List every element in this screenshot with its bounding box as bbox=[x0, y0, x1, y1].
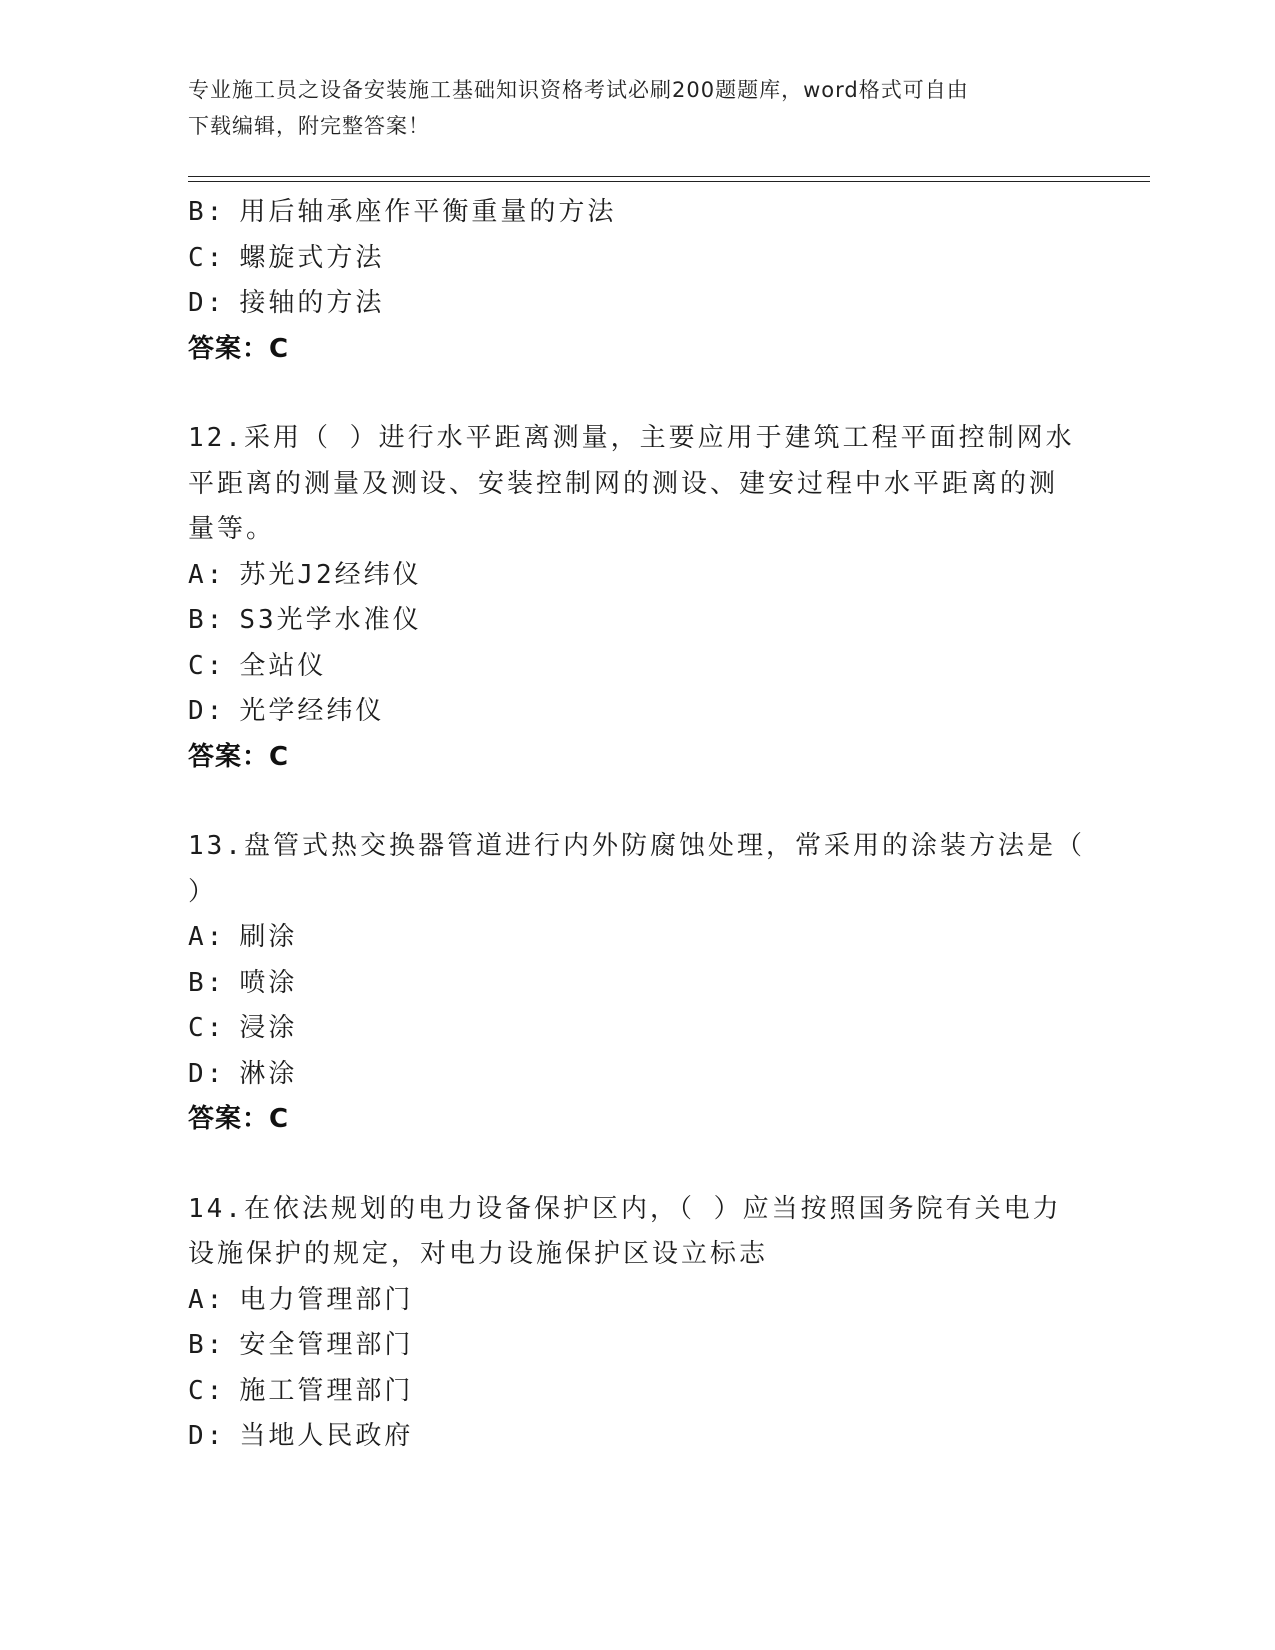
question-stem-line: 14.在依法规划的电力设备保护区内，（ ）应当按照国务院有关电力 bbox=[188, 1193, 1062, 1224]
question-11 bbox=[188, 190, 1068, 372]
option-b: B: 用后轴承座作平衡重量的方法 bbox=[188, 197, 617, 227]
question-stem-line: 平距离的测量及测设、安装控制网的测设、建安过程中水平距离的测 bbox=[188, 468, 1059, 499]
question-14 bbox=[188, 1187, 1068, 1460]
question-stem-line: 12.采用（ ）进行水平距离测量，主要应用于建筑工程平面控制网水 bbox=[188, 423, 1075, 453]
option-a: A: 苏光J2经纬仪 bbox=[188, 559, 422, 590]
page-header bbox=[188, 72, 1068, 144]
option-c: C: 施工管理部门 bbox=[188, 1375, 414, 1406]
question-list bbox=[188, 190, 1085, 1460]
option-c: C: 螺旋式方法 bbox=[188, 242, 385, 273]
question-stem-line: 13.盘管式热交换器管道进行内外防腐蚀处理，常采用的涂装方法是（ bbox=[188, 831, 1085, 861]
question-stem-line: ） bbox=[188, 876, 218, 907]
option-d: D: 淋涂 bbox=[188, 1058, 298, 1089]
option-b: B: S3光学水准仪 bbox=[188, 605, 422, 635]
answer: 答案：C bbox=[188, 333, 290, 364]
option-d: D: 光学经纬仪 bbox=[188, 696, 385, 726]
question-stem-line: 设施保护的规定，对电力设施保护区设立标志 bbox=[188, 1239, 769, 1269]
header-line-2: 下载编辑，附完整答案！ bbox=[188, 114, 430, 138]
header-divider-bottom bbox=[188, 181, 1150, 182]
option-d: D: 当地人民政府 bbox=[188, 1421, 414, 1451]
answer: 答案：C bbox=[188, 741, 290, 772]
question-12 bbox=[188, 416, 1075, 780]
header-line-1: 专业施工员之设备安装施工基础知识资格考试必刷200题题库，word格式可自由 bbox=[188, 78, 969, 102]
option-c: C: 全站仪 bbox=[188, 650, 327, 681]
option-a: A: 电力管理部门 bbox=[188, 1284, 414, 1315]
header-divider-top bbox=[188, 176, 1150, 177]
option-a: A: 刷涂 bbox=[188, 922, 298, 952]
question-13 bbox=[188, 824, 1085, 1143]
option-b: B: 安全管理部门 bbox=[188, 1330, 414, 1360]
answer: 答案：C bbox=[188, 1104, 290, 1134]
option-c: C: 浸涂 bbox=[188, 1013, 298, 1043]
question-stem-line: 量等。 bbox=[188, 514, 276, 544]
option-d: D: 接轴的方法 bbox=[188, 288, 385, 318]
option-b: B: 喷涂 bbox=[188, 967, 298, 998]
